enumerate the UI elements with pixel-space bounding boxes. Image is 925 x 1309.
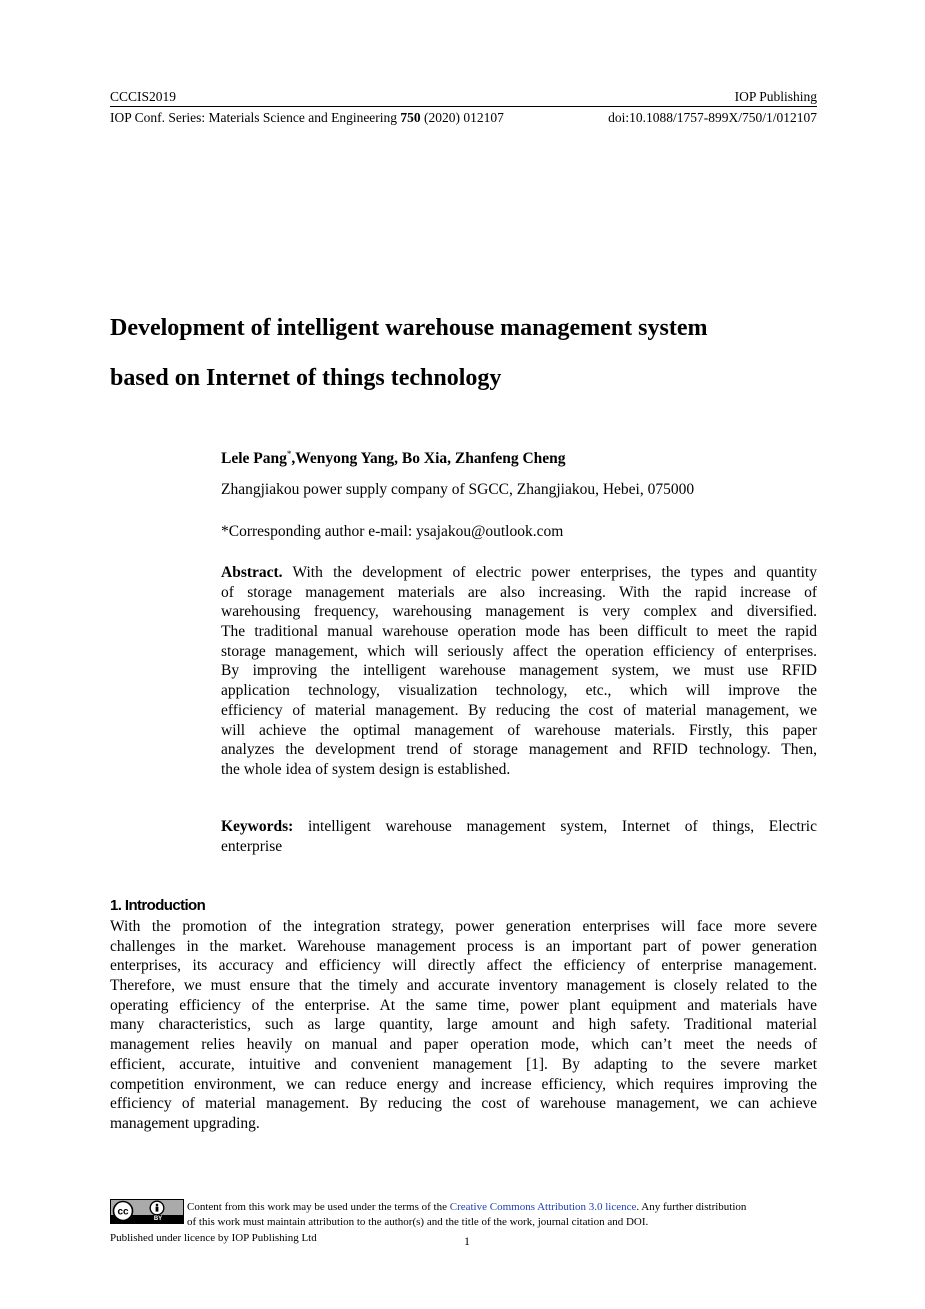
body-line: enterprises, its accuracy and efficiency will directly affect the efficiency of enterprise management. — [110, 957, 817, 975]
conference-name: CCCIS2019 — [110, 89, 177, 104]
journal-year-article: (2020) 012107 — [420, 110, 504, 125]
abstract-line: storage management, which will seriously affect the operation efficiency of enterprises. — [221, 642, 817, 660]
article-doi: doi:10.1088/1757-899X/750/1/012107 — [608, 110, 817, 125]
header-rule — [110, 106, 817, 107]
body-line: Therefore, we must ensure that the timely and accurate inventory management is closely related to the — [110, 977, 817, 995]
abstract-line: Abstract. With the development of electric power enterprises, the types and quantity — [221, 564, 817, 581]
abstract-line: application technology, visualization technology, etc., which will improve the — [221, 682, 817, 700]
abstract-line: The traditional manual warehouse operation mode has been difficult to meet the rapid — [221, 623, 817, 641]
body-line: efficiency of material management. By reducing the cost of warehouse management, we can achieve — [110, 1095, 817, 1113]
journal-volume: 750 — [400, 110, 421, 125]
paper-title-line-2: based on Internet of things technology — [110, 365, 502, 391]
abstract-line: analyzes the development trend of storage management and RFID technology. Then, — [221, 741, 817, 759]
abstract-label: Abstract. — [221, 564, 283, 581]
body-line: With the promotion of the integration strategy, power generation enterprises will face more severe — [110, 918, 817, 935]
abstract-line: will achieve the optimal management of warehouse materials. Firstly, this paper — [221, 721, 817, 739]
corresponding-mark: * — [286, 449, 292, 459]
abstract-line: the whole idea of system design is established. — [221, 760, 511, 778]
body-line: challenges in the market. Warehouse management process is an important part of power generation — [110, 937, 817, 955]
journal-series: IOP Conf. Series: Materials Science and Engineering — [110, 110, 401, 125]
introduction-paragraph — [110, 917, 817, 1134]
keywords-line: enterprise — [221, 837, 283, 855]
abstract — [221, 563, 817, 780]
body-line: management relies heavily on manual and paper operation mode, which can’t meet the needs of — [110, 1036, 817, 1054]
journal-citation — [110, 110, 504, 126]
corresponding-author: *Corresponding author e-mail: ysajakou@outlook.com — [221, 523, 564, 540]
keywords — [221, 817, 817, 856]
publisher-name: IOP Publishing — [734, 89, 817, 104]
license-statement: Content from this work may be used under the terms of the Creative Commons Attribution 3.0 licence. Any further distribution — [187, 1201, 747, 1213]
abstract-line: By improving the intelligent warehouse management system, we must use RFID — [221, 662, 817, 680]
affiliation: Zhangjiakou power supply company of SGCC, Zhangjiakou, Hebei, 075000 — [221, 481, 695, 498]
first-author: Lele Pang — [221, 450, 287, 468]
keywords-label: Keywords: — [221, 818, 294, 835]
abstract-line: warehousing frequency, warehousing management is very complex and diversified. — [221, 603, 817, 621]
cc-by-license-badge — [110, 1199, 184, 1224]
body-line: competition environment, we can reduce energy and increase efficiency, which requires improving the — [110, 1075, 817, 1093]
body-line: efficient, accurate, intuitive and convenient management [1]. By adapting to the severe market — [110, 1055, 817, 1073]
cc-by-badge-text: BY — [153, 1216, 163, 1222]
abstract-line: efficiency of material management. By reducing the cost of material management, we — [221, 701, 817, 719]
keywords-line: Keywords: intelligent warehouse management system, Internet of things, Electric — [221, 818, 817, 835]
section-heading-introduction: 1. Introduction — [110, 897, 206, 914]
paper-title-line-1: Development of intelligent warehouse management system — [110, 315, 708, 341]
page-number: 1 — [464, 1234, 470, 1248]
license-statement-line-2: of this work must maintain attribution to the author(s) and the title of the work, journal citation and DOI. — [187, 1216, 649, 1228]
body-line: operating efficiency of the enterprise. At the same time, power plant equipment and materials have — [110, 996, 817, 1014]
svg-text:cc: cc — [117, 1206, 129, 1218]
body-line: management upgrading. — [110, 1114, 260, 1132]
author-list — [221, 445, 566, 468]
abstract-line: of storage management materials are also increasing. With the rapid increase of — [221, 583, 817, 601]
cc-by-logo-icon — [111, 1200, 183, 1223]
other-authors: ,Wenyong Yang, Bo Xia, Zhanfeng Cheng — [291, 450, 566, 468]
cc-license-link[interactable]: Creative Commons Attribution 3.0 licence — [449, 1201, 637, 1213]
body-line: many characteristics, such as large quantity, large amount and high safety. Traditional material — [110, 1016, 817, 1034]
publisher-licence-note: Published under licence by IOP Publishing Ltd — [110, 1232, 317, 1244]
